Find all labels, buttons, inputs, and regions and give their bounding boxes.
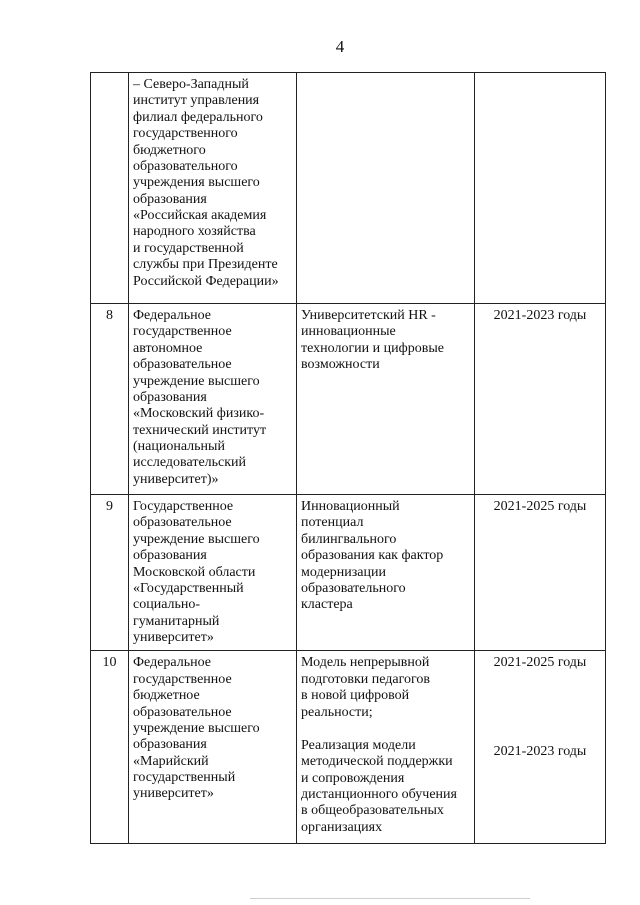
row-number bbox=[91, 73, 129, 304]
projects-table bbox=[90, 72, 606, 844]
years-period: 2021-2025 годы bbox=[493, 655, 587, 671]
project-title-second: Реализация модели методической поддержки и сопровождения дистанционного обучения в общеобразовательных организациях bbox=[301, 737, 457, 835]
table-row bbox=[91, 651, 606, 844]
page-edge-line bbox=[250, 898, 530, 899]
years-cell bbox=[475, 304, 606, 495]
organization-cell bbox=[129, 304, 297, 495]
paragraph-gap bbox=[301, 721, 470, 738]
organization-cell bbox=[129, 651, 297, 844]
project-title: Модель непрерывной подготовки педагогов в новой цифровой реальности; bbox=[301, 655, 431, 720]
table-row bbox=[91, 495, 606, 651]
project-cell bbox=[297, 651, 475, 844]
paragraph-gap bbox=[479, 672, 601, 744]
organization-name: Федеральное государственное бюджетное образовательное учреждение высшего образования «Марийский государственный университет» bbox=[133, 655, 260, 802]
years-period: 2021-2025 годы bbox=[493, 499, 587, 514]
table-row bbox=[91, 73, 606, 304]
years-cell bbox=[475, 651, 606, 844]
table-row bbox=[91, 304, 606, 495]
project-cell bbox=[297, 495, 475, 651]
project-cell bbox=[297, 304, 475, 495]
organization-cell bbox=[129, 73, 297, 304]
organization-cell bbox=[129, 495, 297, 651]
row-number: 9 bbox=[91, 495, 129, 651]
page-number: 4 bbox=[335, 37, 345, 56]
years-period-second: 2021-2023 годы bbox=[493, 743, 587, 759]
row-number: 10 bbox=[91, 651, 129, 844]
row-number: 8 bbox=[91, 304, 129, 495]
organization-name: Федеральное государственное автономное образовательное учреждение высшего образования «Московский физико- технический институт (национальный исследовательский университет)» bbox=[133, 308, 267, 487]
organization-name: Государственное образовательное учреждение высшего образования Московской области «Государственный социально- гуманитарный университет» bbox=[133, 499, 260, 645]
years-cell bbox=[475, 495, 606, 651]
years-cell bbox=[475, 73, 606, 304]
project-title: Инновационный потенциал билингвального образования как фактор модернизации образовательного кластера bbox=[301, 499, 444, 613]
project-title: Университетский HR - инновационные технологии и цифровые возможности bbox=[301, 308, 444, 373]
years-period: 2021-2023 годы bbox=[493, 308, 587, 323]
organization-name: – Северо-Западный институт управления филиал федерального государственного бюджетного образовательного учреждения высшего образования «Российская академия народного хозяйства и государственной службы при Президенте Российской Федерации» bbox=[133, 77, 279, 289]
project-cell bbox=[297, 73, 475, 304]
